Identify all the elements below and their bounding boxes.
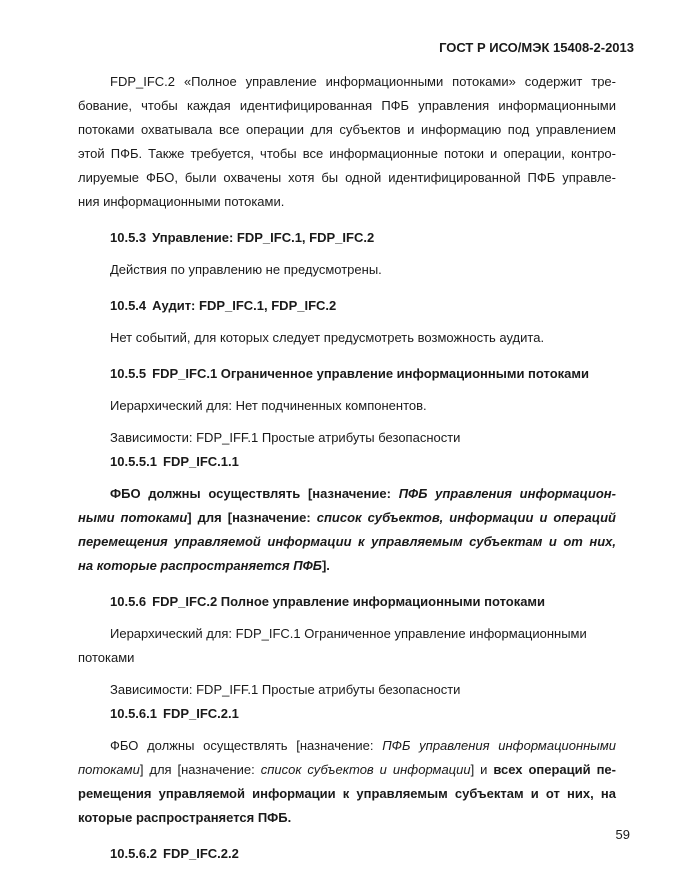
- section-heading-10-5-6: [78, 590, 616, 614]
- req-line: [78, 758, 616, 782]
- req-text: ] для [назначение:: [139, 762, 261, 777]
- req-line: ремещения управляемой информации к управляемым субъектам и от них, на: [78, 786, 616, 801]
- page-content: [78, 70, 616, 866]
- page-number: 59: [615, 827, 630, 842]
- element-number: 10.5.6.2: [110, 846, 157, 861]
- req-assignment: ными потоками: [78, 510, 188, 525]
- req-line: перемещения управляемой информации к управляемым субъектам и от них,: [78, 534, 616, 549]
- element-number: 10.5.6.1: [110, 706, 157, 721]
- req-text: ] и: [470, 762, 494, 777]
- element-title: FDP_IFC.2.1: [163, 706, 239, 721]
- requirement-paragraph: [78, 482, 616, 578]
- req-text: ФБО должны осуществлять [назначение:: [110, 738, 383, 753]
- section-title: FDP_IFC.1 Ограниченное управление информационными потоками: [152, 366, 589, 381]
- hierarchy-text-cont: потоками: [78, 650, 135, 665]
- section-number: 10.5.3: [110, 230, 147, 245]
- req-assignment: ПФБ управления информацион-: [398, 486, 616, 501]
- standard-header: ГОСТ Р ИСО/МЭК 15408-2-2013: [439, 40, 634, 55]
- element-title: FDP_IFC.2.2: [163, 846, 239, 861]
- hierarchy-text: Иерархический для: FDP_IFC.1 Ограниченное управление информационными: [110, 626, 587, 641]
- section-title: FDP_IFC.2 Полное управление информационными потоками: [152, 594, 546, 609]
- req-line: [78, 734, 616, 758]
- req-line: [78, 482, 616, 506]
- req-assignment: список субъектов, информации и операций: [316, 510, 616, 525]
- hierarchy-text: Иерархический для: Нет подчиненных компонентов.: [110, 398, 427, 413]
- req-bold: всех операций пе-: [493, 762, 616, 777]
- req-line: [78, 506, 616, 530]
- intro-line: FDP_IFC.2 «Полное управление информационными потоками» содержит тре-: [110, 74, 616, 89]
- section-heading-10-5-4: [78, 294, 616, 318]
- element-title: FDP_IFC.1.1: [163, 454, 239, 469]
- req-text: ] для [назначение:: [187, 510, 317, 525]
- element-heading-10-5-6-1: [78, 702, 616, 726]
- dependency-text: Зависимости: FDP_IFF.1 Простые атрибуты безопасности: [110, 430, 461, 445]
- section-title: Управление: FDP_IFC.1, FDP_IFC.2: [152, 230, 375, 245]
- section-title: Аудит: FDP_IFC.1, FDP_IFC.2: [152, 298, 337, 313]
- dependency-text: Зависимости: FDP_IFF.1 Простые атрибуты безопасности: [110, 682, 461, 697]
- section-heading-10-5-5: [78, 362, 616, 386]
- requirement-paragraph: [78, 734, 616, 830]
- req-assignment: потоками: [78, 762, 140, 777]
- req-text: ].: [321, 558, 330, 573]
- intro-line: потоками охватывала все операции для субъектов и информацию под управлением: [78, 122, 616, 137]
- req-assignment: на которые распространяется ПФБ: [78, 558, 322, 573]
- section-text: Нет событий, для которых следует предусмотреть возможность аудита.: [110, 330, 545, 345]
- intro-line: ния информационными потоками.: [78, 194, 285, 209]
- intro-line: лируемые ФБО, были охвачены хотя бы одной идентифицированной ПФБ управле-: [78, 170, 616, 185]
- section-number: 10.5.6: [110, 594, 147, 609]
- section-number: 10.5.4: [110, 298, 147, 313]
- intro-line: бование, чтобы каждая идентифицированная ПФБ управления информационными: [78, 98, 616, 113]
- req-assignment: ПФБ управления информационными: [382, 738, 616, 753]
- section-text: Действия по управлению не предусмотрены.: [110, 262, 382, 277]
- req-assignment: список субъектов и информации: [260, 762, 471, 777]
- req-text: ФБО должны осуществлять [назначение:: [110, 486, 399, 501]
- req-line: которые распространяется ПФБ.: [78, 810, 292, 825]
- element-number: 10.5.5.1: [110, 454, 157, 469]
- element-heading-10-5-6-2: [78, 842, 616, 866]
- section-heading-10-5-3: [78, 226, 616, 250]
- element-heading-10-5-5-1: [78, 450, 616, 474]
- intro-line: этой ПФБ. Также требуется, чтобы все информационные потоки и операции, контро-: [78, 146, 616, 161]
- req-line: [78, 554, 616, 578]
- section-number: 10.5.5: [110, 366, 147, 381]
- intro-paragraph: [78, 70, 616, 214]
